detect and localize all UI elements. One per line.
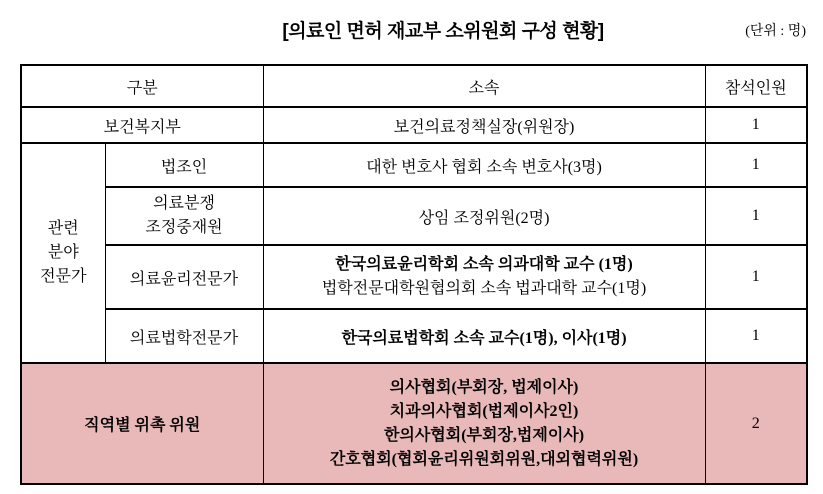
row-medlaw	[21, 309, 807, 363]
appointed-affiliation-line2: 치과의사협회(법제이사2인)	[389, 402, 579, 420]
expert-group-line1: 관련	[47, 220, 79, 237]
committee-table	[20, 64, 808, 485]
cell-medlaw-category: 의료법학전문가	[105, 309, 263, 363]
ethics-affiliation-line2: 법학전문대학원협의회 소속 법과대학 교수(1명)	[321, 280, 647, 297]
table-header-row	[21, 65, 807, 107]
cell-medlaw-attendance: 1	[705, 309, 807, 363]
cell-medlaw-affiliation: 한국의료법학회 소속 교수(1명), 이사(1명)	[263, 309, 705, 363]
cell-legal-category: 법조인	[105, 143, 263, 187]
expert-group-line2: 분야	[47, 244, 79, 261]
title-bar	[0, 14, 823, 48]
cell-ethics-category: 의료윤리전문가	[105, 245, 263, 309]
header-category: 구분	[21, 65, 263, 107]
cell-ethics-attendance: 1	[705, 245, 807, 309]
cell-expert-group-label	[21, 143, 105, 363]
cell-legal-attendance: 1	[705, 143, 807, 187]
cell-legal-affiliation: 대한 변호사 협회 소속 변호사(3명)	[263, 143, 705, 187]
cell-mediation-affiliation: 상임 조정위원(2명)	[263, 187, 705, 245]
unit-note: (단위 : 명)	[745, 24, 806, 39]
row-mohw	[21, 107, 807, 143]
expert-group-line3: 전문가	[40, 268, 87, 285]
row-legal	[21, 143, 807, 187]
cell-appointed-affiliation	[263, 363, 705, 484]
cell-mohw-attendance: 1	[705, 107, 807, 143]
row-appointed	[21, 363, 807, 484]
header-attendance: 참석인원	[705, 65, 807, 107]
ethics-affiliation-line1: 한국의료윤리학회 소속 의과대학 교수 (1명)	[335, 256, 633, 273]
cell-mediation-attendance: 1	[705, 187, 807, 245]
appointed-affiliation-line1: 의사협회(부회장, 법제이사)	[389, 378, 579, 396]
row-mediation	[21, 187, 807, 245]
page-title: [의료인 면허 재교부 소위원회 구성 현황]	[282, 21, 604, 42]
appointed-affiliation-line4: 간호협회(협회윤리위원회위원,대외협력위원)	[329, 450, 639, 468]
appointed-affiliation-line3: 한의사협회(부회장,법제이사)	[383, 426, 585, 444]
mediation-category-line1: 의료분쟁	[153, 195, 215, 212]
cell-mediation-category	[105, 187, 263, 245]
mediation-category-line2: 조정중재원	[145, 219, 223, 236]
cell-appointed-category: 직역별 위촉 위원	[21, 363, 263, 484]
cell-mohw-category: 보건복지부	[21, 107, 263, 143]
header-affiliation: 소속	[263, 65, 705, 107]
cell-ethics-affiliation	[263, 245, 705, 309]
cell-appointed-attendance: 2	[705, 363, 807, 484]
cell-mohw-affiliation: 보건의료정책실장(위원장)	[263, 107, 705, 143]
row-ethics	[21, 245, 807, 309]
